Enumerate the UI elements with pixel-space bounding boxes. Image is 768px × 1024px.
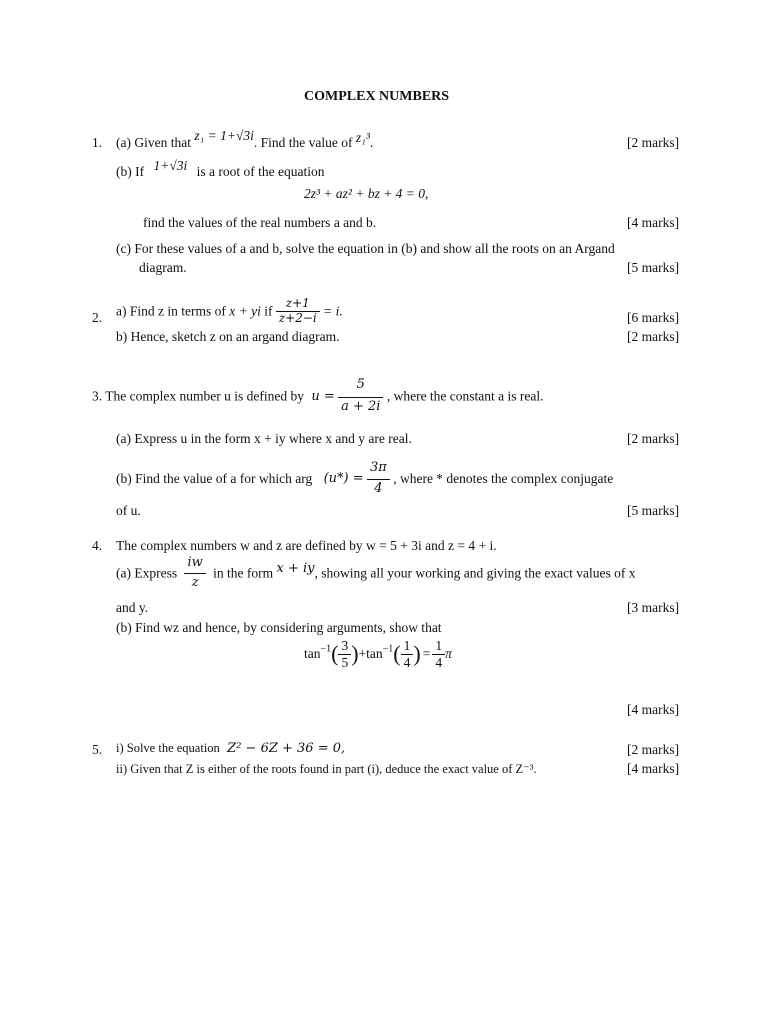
- q1a-z1-cubed: z₁³: [355, 130, 370, 145]
- q4b-frac1: [338, 638, 351, 670]
- q1b-find: find the values of the real numbers a and b.: [143, 215, 377, 230]
- q3-intro-end: , where the constant a is real.: [386, 388, 544, 404]
- q4b-inv1: −1: [320, 643, 332, 655]
- q4b-tan1: tan: [304, 646, 321, 662]
- q4b-equals: =: [422, 646, 431, 662]
- q4b-lparen2-icon: (: [393, 641, 401, 667]
- q1b-eq-end: ,: [425, 186, 429, 201]
- q1a-find: . Find the value of: [253, 135, 353, 150]
- q4b-marks: [4 marks]: [627, 702, 680, 717]
- q4b-plus-tan: +tan: [358, 646, 383, 662]
- q4a-den: z: [191, 574, 199, 590]
- q4-number: 4.: [92, 538, 103, 553]
- q4b-rparen1-icon: ): [351, 641, 359, 667]
- q5-number: 5.: [92, 742, 103, 757]
- q3b-text: [116, 461, 613, 497]
- q5ii-text: ii) Given that Z is either of the roots found in part (i), deduce the exact value of Z⁻³.: [116, 762, 537, 776]
- q4a-marks: [3 marks]: [627, 600, 680, 615]
- q4b-identity: [304, 638, 452, 670]
- q3a-text: (a) Express u in the form x + iy where x and y are real.: [116, 431, 412, 446]
- q4b-f2-num: 1: [401, 638, 414, 655]
- q4a-num: iw: [184, 556, 205, 574]
- q3a-marks: [2 marks]: [627, 431, 680, 446]
- q4a-line2: and y.: [116, 600, 149, 615]
- q4b-lparen1-icon: (: [331, 641, 339, 667]
- q4-intro: The complex numbers w and z are defined by w = 5 + 3i and z = 4 + i.: [116, 538, 497, 553]
- q3b-den: 4: [374, 480, 383, 496]
- q4a-in-form: in the form: [213, 565, 274, 581]
- q2a-marks: [6 marks]: [627, 310, 680, 325]
- q3b-line2: of u.: [116, 503, 141, 518]
- q5ii-marks: [4 marks]: [627, 761, 680, 776]
- q4b-inv2: −1: [382, 643, 394, 655]
- q4b-f3-num: 1: [432, 638, 445, 655]
- q1b-equation: 2z³ + az² + bz + 4 = 0: [304, 186, 426, 201]
- q1a-text: [116, 128, 374, 151]
- q4b-text: (b) Find wz and hence, by considering arguments, show that: [116, 620, 442, 635]
- q3-u-fraction: [338, 378, 383, 415]
- q3-u-den: a + 2i: [341, 398, 381, 414]
- q4b-f2-den: 4: [403, 654, 411, 670]
- q2a-form: x + yi: [229, 303, 261, 319]
- q4a-form: x + iy: [276, 560, 315, 576]
- q1a-given: (a) Given that: [116, 135, 191, 150]
- q1c-line1: (c) For these values of a and b, solve the equation in (b) and show all the roots on an Argand: [116, 241, 615, 256]
- q4b-f1-den: 5: [341, 654, 349, 670]
- q1b-marks: [4 marks]: [627, 215, 680, 230]
- q4a-express: (a) Express: [116, 565, 178, 581]
- q1a-end: .: [369, 135, 374, 150]
- q3b-fraction: [367, 461, 390, 497]
- q1c-marks: [5 marks]: [627, 260, 680, 275]
- q4a-fraction: [184, 556, 205, 591]
- q4b-frac2: [401, 638, 414, 670]
- q5i-equation: Z² − 6Z + 36 = 0,: [227, 741, 346, 756]
- q4a-showing: , showing all your working and giving the exact values of x: [314, 565, 636, 581]
- q1b-root: 1+√3i: [153, 158, 188, 173]
- q5i-marks: [2 marks]: [627, 742, 680, 757]
- q2a-frac-num: z+1: [276, 297, 320, 312]
- q5i-solve: i) Solve the equation: [116, 741, 220, 755]
- q2a-if: if: [264, 303, 273, 319]
- q1b-if: (b) If: [116, 164, 145, 179]
- q2a-rhs: = i.: [323, 303, 343, 319]
- q1b-text: [116, 158, 325, 180]
- q2a-find: a) Find z in terms of: [116, 303, 226, 319]
- q3b-marks: [5 marks]: [627, 503, 680, 518]
- q1a-marks: [2 marks]: [627, 135, 680, 150]
- q2-number: 2.: [92, 310, 103, 325]
- q4b-pi: π: [445, 646, 452, 662]
- q4b-f3-den: 4: [435, 654, 443, 670]
- q3b-num: 3π: [367, 461, 390, 480]
- q4a-text: [116, 556, 635, 591]
- q2b-marks: [2 marks]: [627, 329, 680, 344]
- q4b-frac3: [432, 638, 445, 670]
- q5i-text: [116, 740, 345, 756]
- q4b-f1-num: 3: [338, 638, 351, 655]
- q2a-fraction: [276, 297, 320, 326]
- q4b-rparen2-icon: ): [413, 641, 421, 667]
- page-title: COMPLEX NUMBERS: [304, 89, 450, 104]
- q2b-text: b) Hence, sketch z on an argand diagram.: [116, 329, 340, 344]
- q1a-z1-formula: z₁ = 1+√3i: [194, 128, 254, 143]
- q1b-equation-line: [304, 186, 428, 202]
- q3-u-eq: u =: [311, 388, 335, 404]
- q3b-arg: (u*) =: [323, 471, 364, 487]
- q2a-frac-den: z+2−i: [278, 310, 317, 325]
- q2a-text: [116, 297, 343, 326]
- q3b-find: (b) Find the value of a for which arg: [116, 470, 313, 486]
- q1b-is-root: is a root of the equation: [196, 164, 325, 179]
- q1-number: 1.: [92, 135, 103, 150]
- q3-intro-line: [92, 378, 544, 415]
- q3-intro: 3. The complex number u is defined by: [92, 388, 304, 404]
- q1c-line2: diagram.: [139, 260, 187, 275]
- q3-u-num: 5: [338, 378, 383, 398]
- q3b-conjugate: , where * denotes the complex conjugate: [393, 470, 614, 486]
